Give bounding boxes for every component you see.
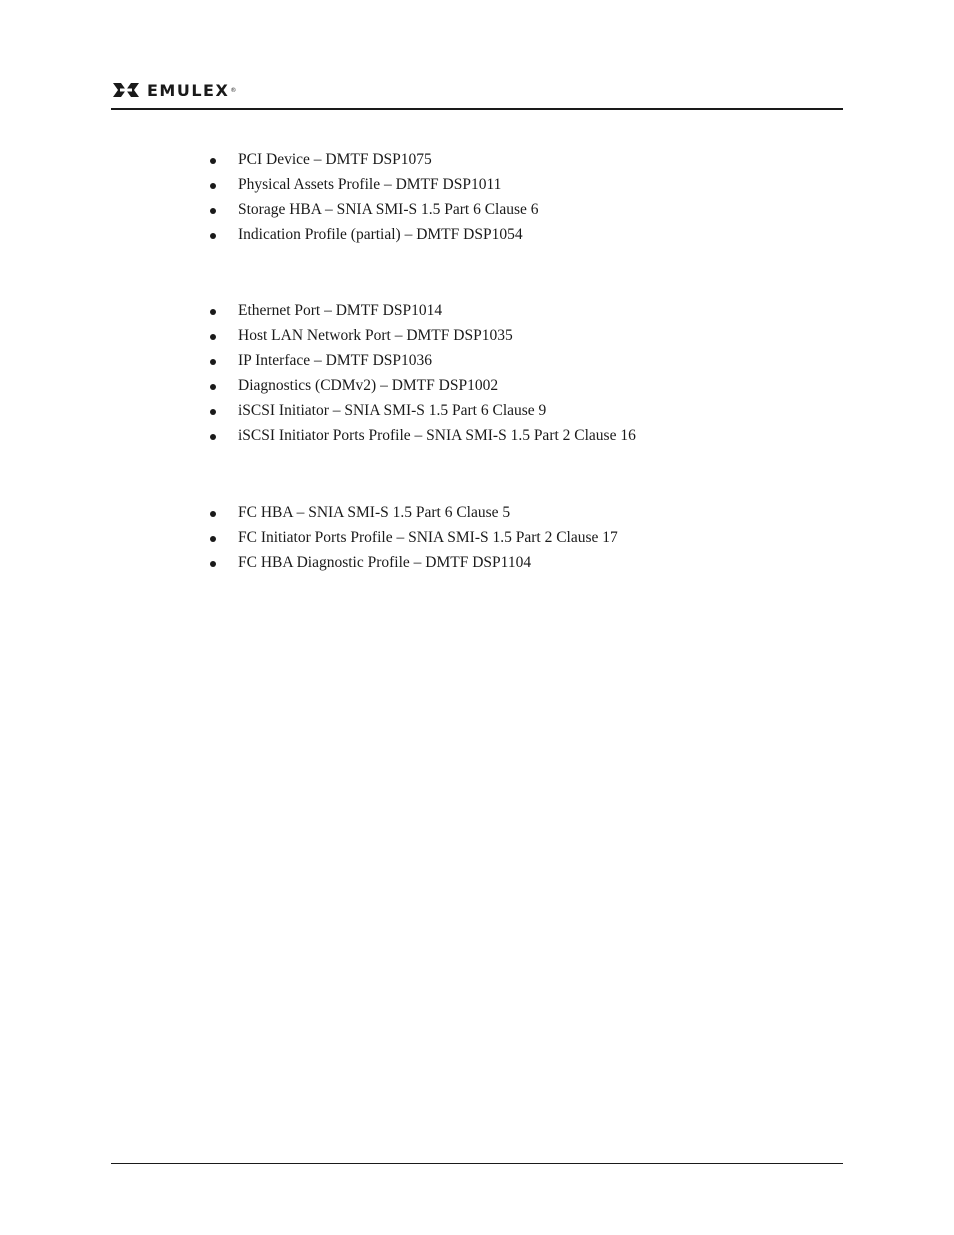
list-item [208,500,618,525]
list-item [208,525,618,550]
bullet-icon [210,511,216,517]
profile-list-general [208,147,539,247]
list-item-text: iSCSI Initiator – SNIA SMI-S 1.5 Part 6 Clause 9 [238,402,547,419]
bullet-icon [210,434,216,440]
profile-list-ethernet [208,298,636,448]
header-divider [111,108,843,110]
list-item-text: PCI Device – DMTF DSP1075 [238,151,432,168]
logo-wordmark: EMULEX [147,80,230,100]
list-item-text: FC HBA Diagnostic Profile – DMTF DSP1104 [238,554,532,571]
bullet-icon [210,384,216,390]
list-item-text: Ethernet Port – DMTF DSP1014 [238,302,443,319]
list-item-text: FC HBA – SNIA SMI-S 1.5 Part 6 Clause 5 [238,504,511,521]
bullet-icon [210,536,216,542]
bullet-icon [210,409,216,415]
footer-divider [111,1163,843,1164]
list-item [208,348,636,373]
page-header [111,78,236,102]
list-item-text: IP Interface – DMTF DSP1036 [238,352,433,369]
trademark-symbol: ® [230,86,237,94]
list-item [208,147,539,172]
list-item [208,550,618,575]
bullet-icon [210,309,216,315]
list-item-text: Indication Profile (partial) – DMTF DSP1054 [238,226,523,243]
bullet-icon [210,158,216,164]
bullet-icon [210,208,216,214]
list-item-text: Physical Assets Profile – DMTF DSP1011 [238,176,502,193]
list-item-text: Storage HBA – SNIA SMI-S 1.5 Part 6 Clause 6 [238,201,539,218]
list-item-text: Diagnostics (CDMv2) – DMTF DSP1002 [238,377,499,394]
list-item [208,423,636,448]
bullet-icon [210,359,216,365]
list-item [208,172,539,197]
list-item-text: Host LAN Network Port – DMTF DSP1035 [238,327,513,344]
bullet-icon [210,233,216,239]
list-item [208,373,636,398]
list-item-text: iSCSI Initiator Ports Profile – SNIA SMI-S 1.5 Part 2 Clause 16 [238,427,636,444]
list-item [208,323,636,348]
list-item [208,298,636,323]
emulex-logo-icon [111,81,141,99]
list-item-text: FC Initiator Ports Profile – SNIA SMI-S 1.5 Part 2 Clause 17 [238,529,618,546]
list-item [208,222,539,247]
bullet-icon [210,183,216,189]
profile-list-fc [208,500,618,575]
bullet-icon [210,334,216,340]
list-item [208,398,636,423]
bullet-icon [210,561,216,567]
list-item [208,197,539,222]
